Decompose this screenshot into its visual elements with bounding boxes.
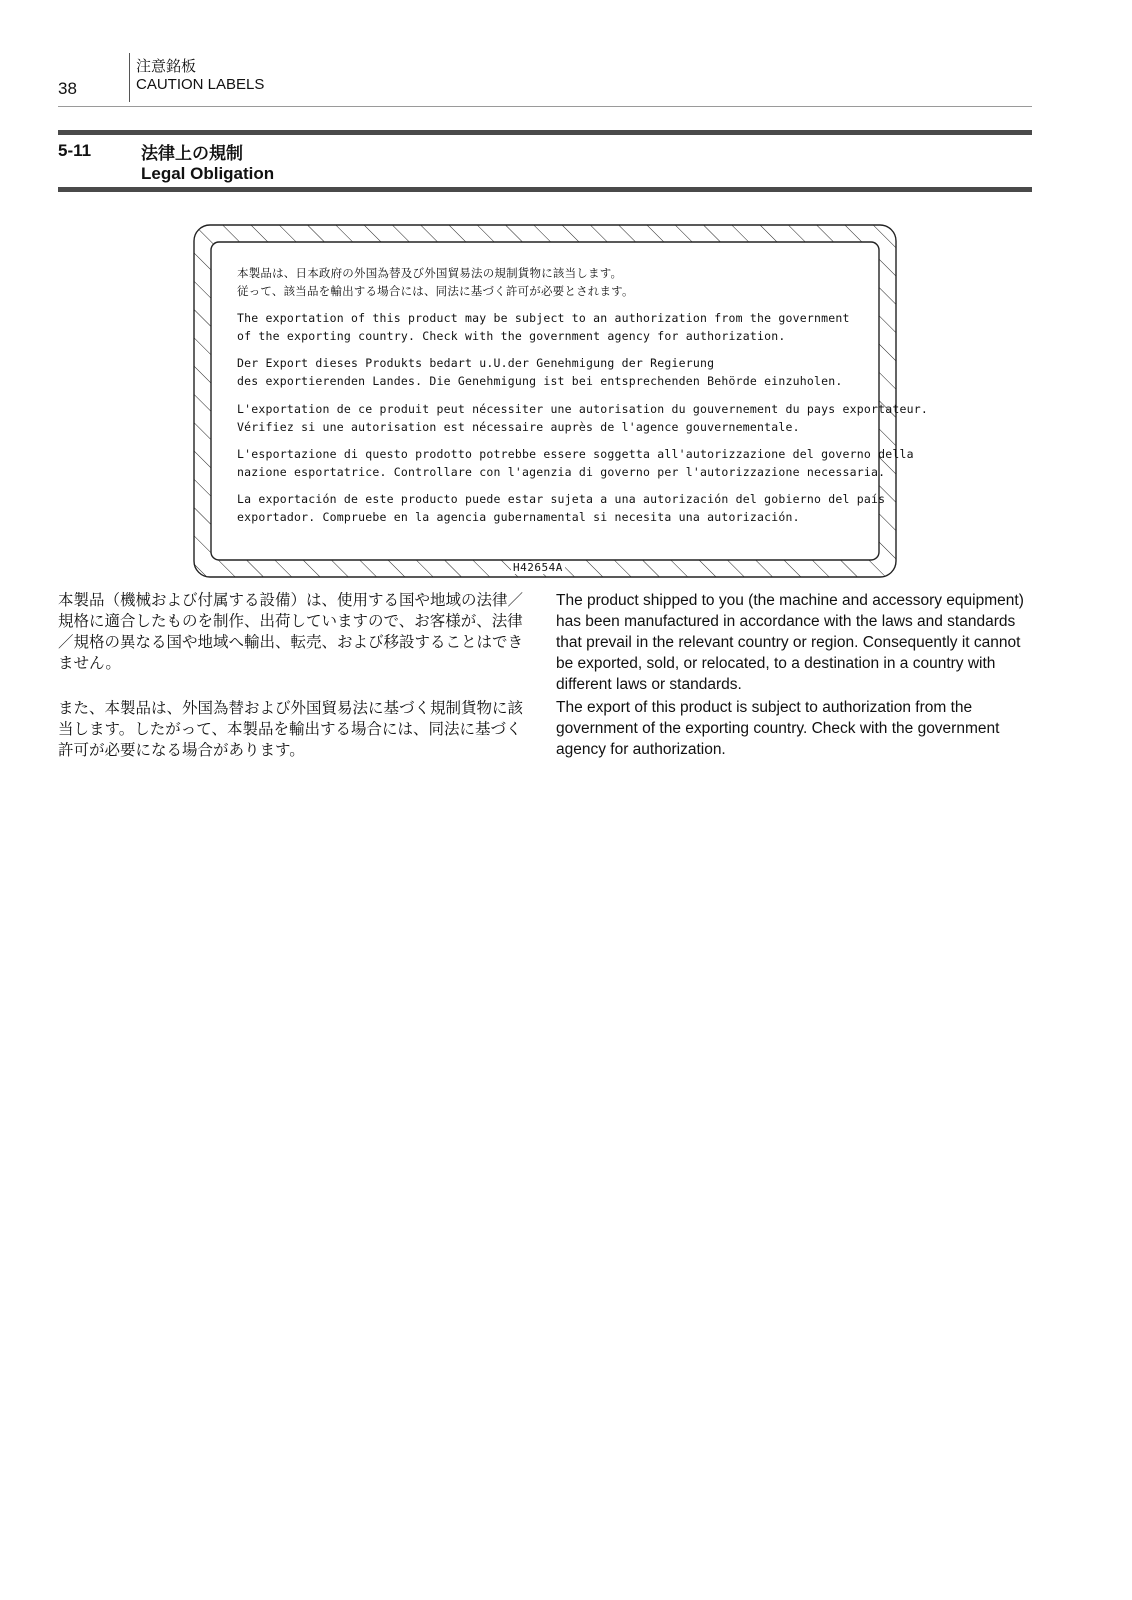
body-jp-column-2 (58, 698, 524, 761)
label-part-code: H42654A (513, 561, 563, 574)
header-rule (58, 106, 1032, 107)
label-text-line: 本製品は、日本政府の外国為替及び外国貿易法の規制貨物に該当します。 (237, 266, 623, 280)
label-text-line: 従って、該当品を輸出する場合には、同法に基づく許可が必要とされます。 (237, 284, 634, 298)
chapter-title-jp: 注意銘板 (136, 58, 197, 75)
label-text-line: L'esportazione di questo prodotto potrebbe essere soggetta all'autorizzazione del governo della (237, 447, 914, 461)
body-jp-paragraph: また、本製品は、外国為替および外国貿易法に基づく規制貨物に該当します。したがって、本製品を輸出する場合には、同法に基づく許可が必要になる場合があります。 (58, 700, 524, 759)
chapter-title-en: CAUTION LABELS (136, 76, 265, 93)
label-text-line: of the exporting country. Check with the government agency for authorization. (237, 329, 786, 343)
section-number: 5-11 (58, 141, 92, 160)
label-text-line: des exportierenden Landes. Die Genehmigung ist bei entsprechenden Behörde einzuholen. (237, 374, 843, 388)
body-en-paragraph: The product shipped to you (the machine and accessory equipment) has been manufactured in accordance with the laws and standards that prevail in the relevant country or region. Consequently it cannot be exported, sold, or relocated, to a destination in a country with different laws or standards. (556, 592, 1024, 693)
label-text-line: La exportación de este producto puede estar sujeta a una autorización del gobierno del país (237, 492, 886, 506)
label-text-line: The exportation of this product may be subject to an authorization from the government (237, 311, 850, 325)
section-title-en: Legal Obligation (141, 164, 275, 183)
label-text-line: L'exportation de ce produit peut nécessiter une autorisation du gouvernement du pays exportateur. (237, 402, 928, 416)
caution-label (193, 224, 928, 578)
body-jp-paragraph: 本製品（機械および付属する設備）は、使用する国や地域の法律／規格に適合したものを制作、出荷していますので、お客様が、法律／規格の異なる国や地域へ輸出、転売、および移設することはできません。 (58, 592, 524, 672)
body-en-paragraph: The export of this product is subject to authorization from the government of the exporting country. Check with the government agency for authorization. (556, 699, 1000, 758)
label-text-line: Der Export dieses Produkts bedart u.U.der Genehmigung der Regierung (237, 356, 715, 370)
section-title-jp: 法律上の規制 (141, 144, 243, 163)
label-text-line: nazione esportatrice. Controllare con l'agenzia di governo per l'autorizzazione necessaria. (237, 465, 886, 479)
section-rule-bottom (58, 187, 1032, 192)
body-jp-column (58, 590, 524, 674)
section-rule-top (58, 130, 1032, 135)
label-text-line: Vérifiez si une autorisation est nécessaire auprès de l'agence gouvernementale. (237, 420, 800, 434)
label-text-line: exportador. Compruebe en la agencia gubernamental si necesita una autorización. (237, 510, 800, 524)
header-separator (129, 53, 130, 102)
body-en-column (556, 590, 1036, 760)
page-number: 38 (58, 79, 77, 98)
